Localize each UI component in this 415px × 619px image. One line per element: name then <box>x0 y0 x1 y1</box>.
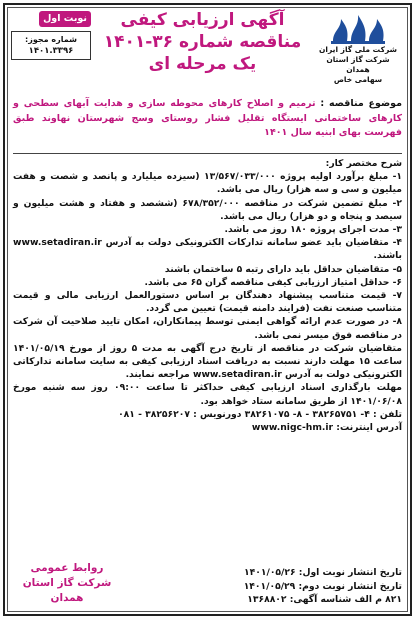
tender-subject <box>13 97 402 141</box>
turn-badge: نوبت اول <box>39 11 91 27</box>
receipt-end: مراجعه نمایند. <box>125 369 190 381</box>
pr-company: شرکت گاز استان همدان <box>22 577 112 604</box>
nigc-flame-logo-icon <box>327 11 389 45</box>
website-line <box>13 421 402 434</box>
website-label: آدرس اینترنت: <box>336 422 402 434</box>
publication-date-1: تاریخ انتشار نوبت اول: ۱۴۰۱/۰۵/۲۶ <box>244 567 402 579</box>
ad-identifier: ۸۲۱ م الف شناسه آگهی: ۱۳۶۸۸۰۲ <box>247 593 402 605</box>
item-2: ۲- مبلغ تضمین شرکت در مناقصه ۶۷۸/۳۵۲/۰۰۰ (ششصد و هفتاد و هشت میلیون و سیصد و پنجاه و دو هزار) ریال می باشد. <box>13 197 402 222</box>
divider <box>13 153 402 154</box>
item-8: ۸- در صورت عدم ارائه گواهی ایمنی توسط پیمانکاران، امکان تایید صلاحیت آن شرکت در مناقصه فوق میسر نمی باشد. <box>13 316 402 341</box>
publication-info <box>127 566 402 606</box>
phone-line: تلفن : ۴- ۳۸۲۶۵۷۵۱ - ۸- ۳۸۲۶۱۰۷۵ دورنویس : ۳۸۲۵۶۲۰۷ - ۰۸۱ <box>118 408 402 420</box>
tender-notice <box>3 3 412 616</box>
item-3: ۳- مدت اجرای پروژه ۱۸۰ روز می باشد. <box>224 224 402 236</box>
item-4 <box>13 236 402 262</box>
pr-title: روابط عمومی <box>30 562 104 574</box>
item-6: ۶- حداقل امتیاز ارزیابی کیفی مناقصه گران ۶۵ می باشد. <box>144 276 402 288</box>
company-logo-block <box>314 11 402 85</box>
item-4-text: ۴- متقاضیان باید عضو سامانه تدارکات الکترونیکی دولت به آدرس <box>105 237 402 249</box>
summary-heading: شرح مختصر کار: <box>325 158 402 169</box>
document-receipt-paragraph <box>13 342 402 382</box>
company-name-1: شرکت ملی گاز ایران <box>319 45 397 54</box>
public-relations-signature <box>13 561 121 606</box>
company-name-2: شرکت گاز استان همدان <box>326 55 390 74</box>
publication-date-2: تاریخ انتشار نوبت دوم: ۱۴۰۱/۰۵/۲۹ <box>243 580 402 592</box>
item-7: ۷- قیمت متناسب پیشنهاد دهندگان بر اساس دستورالعمل ارزیابی مالی و قیمت متناسب صنعت نفت (فرایند دامنه قیمت) تعیین می گردد. <box>13 290 402 315</box>
permit-block <box>11 11 91 60</box>
subject-label: موضوع مناقصه : <box>320 98 403 109</box>
upload-deadline-paragraph: مهلت بارگذاری اسناد ارزیابی کیفی حداکثر تا ساعت ۰۹:۰۰ روز سه شنبه مورخ ۱۴۰۱/۰۶/۰۸ از طریق سامانه ستاد خواهد بود. <box>13 382 402 407</box>
notice-body <box>13 157 402 434</box>
item-1: ۱- مبلغ برآورد اولیه پروژه ۱۳/۵۶۷/۰۳۳/۰۰۰ (سیزده میلیارد و پانصد و شصت و هفت میلیون و سی و سه هزار) ریال می باشد. <box>13 171 402 196</box>
company-type: سهامی خاص <box>333 75 383 84</box>
receipt-text: متقاضیان شرکت در مناقصه از تاریخ درج آگهی به مدت ۵ روز از مورخ ۱۴۰۱/۰۵/۱۹ ساعت ۱۵ مهلت دارند نسبت به دریافت اسناد ارزیابی کیفی به سایت سامانه تدارکاتی الکترونیکی دولت به آدرس <box>13 342 402 381</box>
permit-box <box>11 31 91 60</box>
notice-title-block <box>97 9 308 75</box>
tender-stage: یک مرحله ای <box>148 54 257 74</box>
setadiran-link[interactable]: www.setadiran.ir <box>13 237 102 249</box>
notice-title: آگهی ارزیابی کیفی <box>120 10 285 30</box>
item-4-end: باشند. <box>373 250 402 262</box>
item-5: ۵- متقاضیان حداقل باید دارای رتبه ۵ ساختمان باشند <box>164 263 402 275</box>
subject-text: ترمیم و اصلاح کارهای محوطه سازی و هدایت آبهای سطحی و کارهای ساختمانی ایستگاه تقلیل فشار روستای وسج شهرستان نهاوند طبق فهرست بهای ابنیه سال ۱۴۰۱ <box>13 98 402 138</box>
tender-number: مناقصه شماره ۳۶-۱۴۰۱ <box>103 32 302 52</box>
website-link[interactable]: www.nigc-hm.ir <box>251 422 334 434</box>
setadiran-link-2[interactable]: www.setadiran.ir <box>192 369 282 381</box>
permit-label: شماره مجوز: <box>25 35 77 44</box>
permit-number: ۱۴۰۱.۳۳۹۶ <box>28 46 74 56</box>
